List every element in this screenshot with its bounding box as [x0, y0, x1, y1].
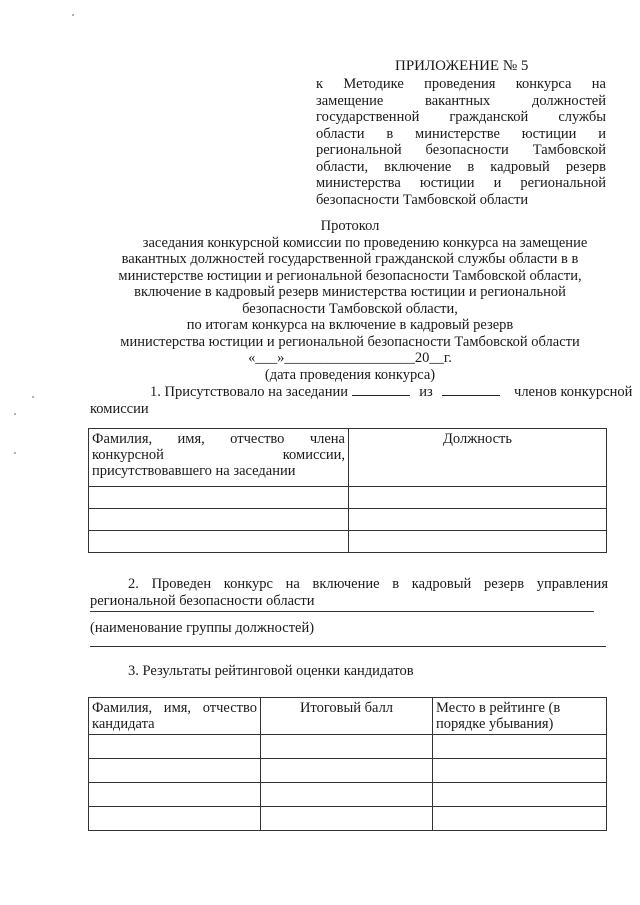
rating-place-header: Место в рейтинге (в порядке убывания) [433, 698, 607, 735]
table-cell[interactable] [261, 783, 433, 807]
section1-present-label: 1. Присутствовало на заседании [150, 384, 349, 400]
group-name-line-2[interactable] [90, 646, 606, 647]
appendix-line: государственной гражданской службы [316, 109, 606, 125]
table-cell[interactable] [89, 735, 261, 759]
table-cell[interactable] [433, 735, 607, 759]
protocol-date-caption: (дата проведения конкурса) [264, 366, 436, 383]
candidate-name-header: Фамилия, имя, отчество кандидата [89, 698, 261, 735]
table-row [89, 807, 607, 831]
appendix-text [316, 76, 606, 208]
scan-speck [14, 413, 16, 415]
section1-text [90, 383, 633, 417]
protocol-line: министерстве юстиции и региональной безопасности Тамбовской области, [118, 267, 582, 284]
protocol-heading [90, 218, 610, 383]
table-cell[interactable] [261, 807, 433, 831]
section3-title: 3. Результаты рейтинговой оценки кандидатов [128, 663, 414, 679]
section1-members-label: членов конкурсной [514, 384, 633, 400]
group-name-line[interactable] [90, 611, 594, 612]
table-cell[interactable] [89, 531, 349, 553]
table-cell[interactable] [433, 783, 607, 807]
table-cell[interactable] [349, 531, 607, 553]
table-cell[interactable] [349, 509, 607, 531]
table-row [89, 487, 607, 509]
table-row [89, 509, 607, 531]
protocol-line: заседания конкурсной комиссии по проведению конкурса на замещение [142, 234, 588, 251]
appendix-line: министерства юстиции и региональной [316, 175, 606, 191]
table-cell[interactable] [89, 509, 349, 531]
section2-line2: региональной безопасности области [90, 592, 315, 609]
section1-commission-label: комиссии [90, 400, 149, 417]
commission-name-header: Фамилия, имя, отчество члена конкурсной комиссии, присутствовавшего на заседании [89, 429, 349, 487]
scan-speck [14, 452, 16, 454]
protocol-date-line: «___»__________________20__г. [248, 350, 452, 366]
rating-table [88, 697, 607, 831]
table-cell[interactable] [89, 759, 261, 783]
section2-line1: 2. Проведен конкурс на включение в кадровый резерв управления [128, 576, 608, 592]
table-cell[interactable] [433, 807, 607, 831]
appendix-line: безопасности Тамбовской области [316, 191, 529, 208]
commission-position-header: Должность [349, 429, 607, 487]
protocol-line: министерства юстиции и региональной безопасности Тамбовской области [120, 333, 580, 350]
protocol-line: безопасности Тамбовской области, [242, 300, 458, 317]
section2-text [90, 576, 608, 609]
protocol-line: по итогам конкурса на включение в кадровый резерв [186, 317, 514, 333]
table-cell[interactable] [261, 735, 433, 759]
table-row [89, 735, 607, 759]
appendix-title: ПРИЛОЖЕНИЕ № 5 [395, 58, 529, 74]
table-cell[interactable] [89, 487, 349, 509]
table-cell[interactable] [261, 759, 433, 783]
appendix-line: к Методике проведения конкурса на [316, 76, 606, 92]
group-name-caption: (наименование группы должностей) [90, 620, 315, 636]
table-row [89, 531, 607, 553]
scan-speck [32, 396, 34, 398]
protocol-line: включение в кадровый резерв министерства юстиции и региональной [134, 284, 566, 300]
appendix-line: замещение вакантных должностей [316, 92, 606, 109]
total-count-blank[interactable] [442, 383, 500, 396]
table-cell[interactable] [89, 783, 261, 807]
table-row [89, 759, 607, 783]
table-header-row [89, 429, 607, 487]
appendix-line: региональной безопасности Тамбовской [316, 142, 606, 158]
scan-speck [72, 14, 74, 16]
appendix-line: области в министерстве юстиции и [316, 125, 606, 142]
table-cell[interactable] [89, 807, 261, 831]
section1-of-label: из [419, 384, 433, 400]
present-count-blank[interactable] [352, 383, 410, 396]
table-header-row [89, 698, 607, 735]
protocol-line: вакантных должностей государственной гражданской службы области в в [121, 251, 579, 267]
appendix-line: области, включение в кадровый резерв [316, 158, 606, 175]
protocol-title: Протокол [320, 218, 380, 234]
table-cell[interactable] [349, 487, 607, 509]
commission-table [88, 428, 607, 553]
table-cell[interactable] [433, 759, 607, 783]
table-row [89, 783, 607, 807]
final-score-header: Итоговый балл [261, 698, 433, 735]
